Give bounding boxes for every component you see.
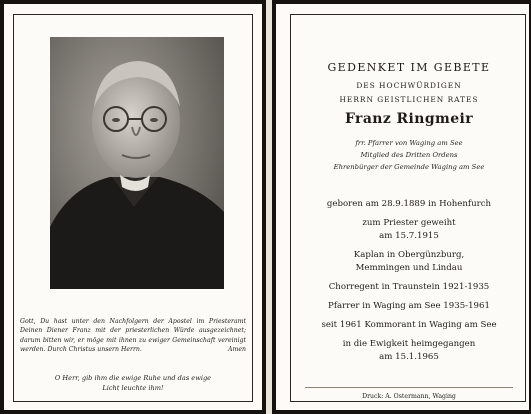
title-line-1: frr. Pfarrer von Waging am See bbox=[355, 139, 463, 147]
header-line-3: HERRN GEISTLICHEN RATES bbox=[339, 95, 479, 104]
left-frame bbox=[13, 14, 253, 402]
title-line-3: Ehrenbürger der Gemeinde Waging am See bbox=[333, 163, 485, 171]
bio-line-7: Pfarrer in Waging am See 1935-1961 bbox=[328, 301, 490, 311]
prayer-amen: Amen bbox=[228, 345, 246, 353]
prayer-body: Gott, Du hast unter den Nachfolgern der Apostel im Priesteramt Deinen Diener Franz mit der priesterlichen Würde ausgezeichnet; darum bitten wir, er möge mit ihnen zu ewiger Gemeinschaft vereinigt werden. Durch Christus unsern Herrn. bbox=[20, 318, 246, 353]
prayer-closing-line-1: O Herr, gib ihm die ewige Ruhe und das ewige bbox=[54, 374, 212, 382]
deceased-name: Franz Ringmeir bbox=[344, 111, 474, 127]
bio-line-6: Chorregent in Traunstein 1921-1935 bbox=[328, 282, 490, 292]
bio-line-10: am 15.1.1965 bbox=[379, 352, 439, 362]
right-frame bbox=[290, 14, 526, 402]
bio-line-5: Memmingen und Lindau bbox=[355, 263, 463, 273]
header-line-1: GEDENKET IM GEBETE bbox=[327, 61, 491, 74]
bio-line-9: in die Ewigkeit heimgegangen bbox=[342, 339, 476, 349]
bio-line-8: seit 1961 Kommorant in Waging am See bbox=[321, 320, 497, 330]
bio-line-3: am 15.7.1915 bbox=[379, 231, 439, 241]
portrait-photo bbox=[50, 37, 224, 289]
prayer-closing-line-2: Licht leuchte ihm! bbox=[102, 384, 164, 392]
right-card bbox=[272, 0, 531, 414]
header-line-2: DES HOCHWÜRDIGEN bbox=[356, 81, 462, 90]
printer-credit: Druck: A. Ostermann, Waging bbox=[362, 393, 456, 400]
prayer-closing bbox=[20, 373, 246, 393]
divider-rule bbox=[305, 387, 513, 388]
prayer-text bbox=[20, 317, 246, 354]
bio-line-1: geboren am 28.9.1889 in Hohenfurch bbox=[326, 199, 492, 209]
bio-line-4: Kaplan in Obergünzburg, bbox=[353, 250, 465, 260]
bio-line-2: zum Priester geweiht bbox=[362, 218, 456, 228]
title-line-2: Mitglied des Dritten Ordens bbox=[360, 151, 458, 159]
